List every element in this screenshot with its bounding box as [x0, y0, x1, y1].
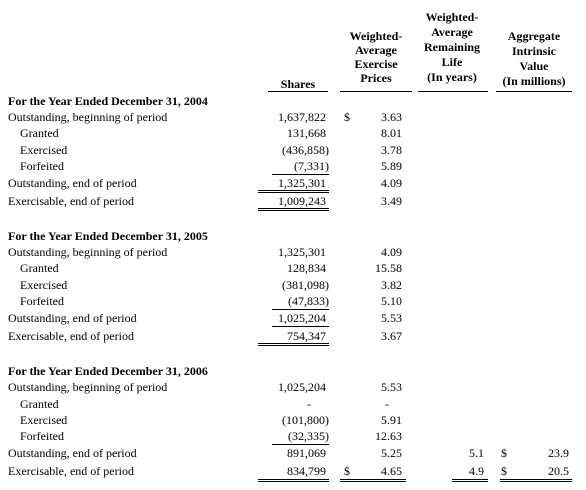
header-line: (In millions)	[502, 74, 566, 88]
row-remaining-life: 4.9	[469, 464, 484, 478]
row-price: 12.63	[375, 429, 402, 443]
row-label: Granted	[20, 126, 59, 140]
row-label: Outstanding, end of period	[8, 446, 137, 460]
row-shares: (47,833)	[288, 294, 329, 308]
header-rule-price	[340, 91, 412, 92]
row-price: 3.67	[381, 329, 402, 343]
row-shares: (381,098)	[282, 278, 329, 292]
total-double-rule	[258, 208, 329, 211]
header-line: Weighted-	[349, 29, 403, 43]
header-rule-value	[496, 91, 572, 92]
row-shares: (32,335)	[288, 429, 329, 443]
row-price: 5.25	[381, 446, 402, 460]
header-line: Intrinsic	[511, 44, 556, 58]
currency-symbol: $	[501, 464, 507, 478]
row-shares: 834,799	[287, 464, 326, 478]
header-line: Aggregate	[507, 29, 561, 43]
row-label: Exercised	[20, 413, 68, 427]
header-line: Exercise	[354, 57, 398, 71]
row-label: Forfeited	[20, 159, 64, 173]
row-price: 5.91	[381, 413, 402, 427]
row-label: Forfeited	[20, 294, 64, 308]
row-shares: 1,325,301	[278, 176, 326, 190]
row-intrinsic-value: 20.5	[548, 464, 569, 478]
total-double-rule	[452, 479, 488, 482]
total-double-rule	[258, 479, 329, 482]
header-weighted-average-exercise-prices	[340, 29, 412, 85]
row-shares: (436,858)	[282, 143, 329, 157]
row-shares: 754,347	[287, 329, 326, 343]
currency-symbol: $	[344, 110, 350, 124]
row-shares: (7,331)	[294, 159, 329, 173]
header-line: Life	[441, 55, 463, 69]
row-price: 4.09	[381, 245, 402, 259]
section-title: For the Year Ended December 31, 2004	[8, 94, 208, 108]
subtotal-rule	[272, 326, 329, 327]
row-label: Granted	[20, 397, 59, 411]
header-shares: Shares	[280, 77, 316, 91]
row-shares: 1,637,822	[278, 110, 326, 124]
header-line: Prices	[360, 71, 392, 85]
row-remaining-life: 5.1	[469, 446, 484, 460]
header-rule-life	[418, 91, 488, 92]
row-label: Outstanding, end of period	[8, 176, 137, 190]
currency-symbol: $	[501, 446, 507, 460]
row-shares: 1,025,204	[278, 380, 326, 394]
header-weighted-average-remaining-life	[414, 10, 490, 85]
row-price: 8.01	[381, 126, 402, 140]
row-intrinsic-value: 23.9	[548, 446, 569, 460]
row-price: -	[385, 397, 389, 411]
row-price: 5.89	[381, 159, 402, 173]
row-label: Outstanding, beginning of period	[8, 245, 168, 259]
row-label: Exercisable, end of period	[8, 194, 134, 208]
row-label: Outstanding, end of period	[8, 311, 137, 325]
currency-symbol: $	[344, 464, 350, 478]
header-rule-shares	[268, 91, 328, 92]
row-label: Exercisable, end of period	[8, 329, 134, 343]
total-double-rule	[340, 479, 406, 482]
row-price: 3.49	[381, 194, 402, 208]
row-shares: 1,009,243	[278, 194, 326, 208]
row-label: Forfeited	[20, 429, 64, 443]
total-double-rule	[258, 343, 329, 346]
subtotal-rule	[272, 309, 329, 310]
row-price: 5.10	[381, 294, 402, 308]
header-line: (In years)	[427, 70, 477, 84]
header-line: Average	[431, 25, 473, 39]
header-aggregate-intrinsic-value	[492, 29, 576, 89]
row-shares: (101,800)	[282, 413, 329, 427]
row-shares: 1,325,301	[278, 245, 326, 259]
row-shares: 1,025,204	[278, 311, 326, 325]
row-price: 5.53	[381, 380, 402, 394]
total-double-rule	[258, 190, 329, 193]
row-price: 5.53	[381, 311, 402, 325]
row-price: 3.82	[381, 278, 402, 292]
row-shares: 891,069	[287, 446, 326, 460]
row-shares: 128,834	[287, 261, 326, 275]
row-price: 3.78	[381, 143, 402, 157]
row-label: Outstanding, beginning of period	[8, 380, 168, 394]
row-price: 15.58	[375, 261, 402, 275]
subtotal-rule	[272, 174, 329, 175]
subtotal-rule	[272, 444, 329, 445]
row-price: 4.65	[381, 464, 402, 478]
header-line: Value	[519, 59, 549, 73]
header-line: Remaining	[423, 40, 480, 54]
header-line: Weighted-	[425, 10, 479, 24]
row-shares: -	[307, 397, 311, 411]
row-price: 4.09	[381, 176, 402, 190]
header-line: Average	[355, 43, 397, 57]
row-label: Exercised	[20, 143, 68, 157]
row-price: 3.63	[381, 110, 402, 124]
row-label: Outstanding, beginning of period	[8, 110, 168, 124]
row-label: Exercisable, end of period	[8, 464, 134, 478]
section-title: For the Year Ended December 31, 2005	[8, 229, 208, 243]
section-title: For the Year Ended December 31, 2006	[8, 364, 208, 378]
row-label: Granted	[20, 261, 59, 275]
row-shares: 131,668	[287, 126, 326, 140]
total-double-rule	[500, 479, 572, 482]
row-label: Exercised	[20, 278, 68, 292]
